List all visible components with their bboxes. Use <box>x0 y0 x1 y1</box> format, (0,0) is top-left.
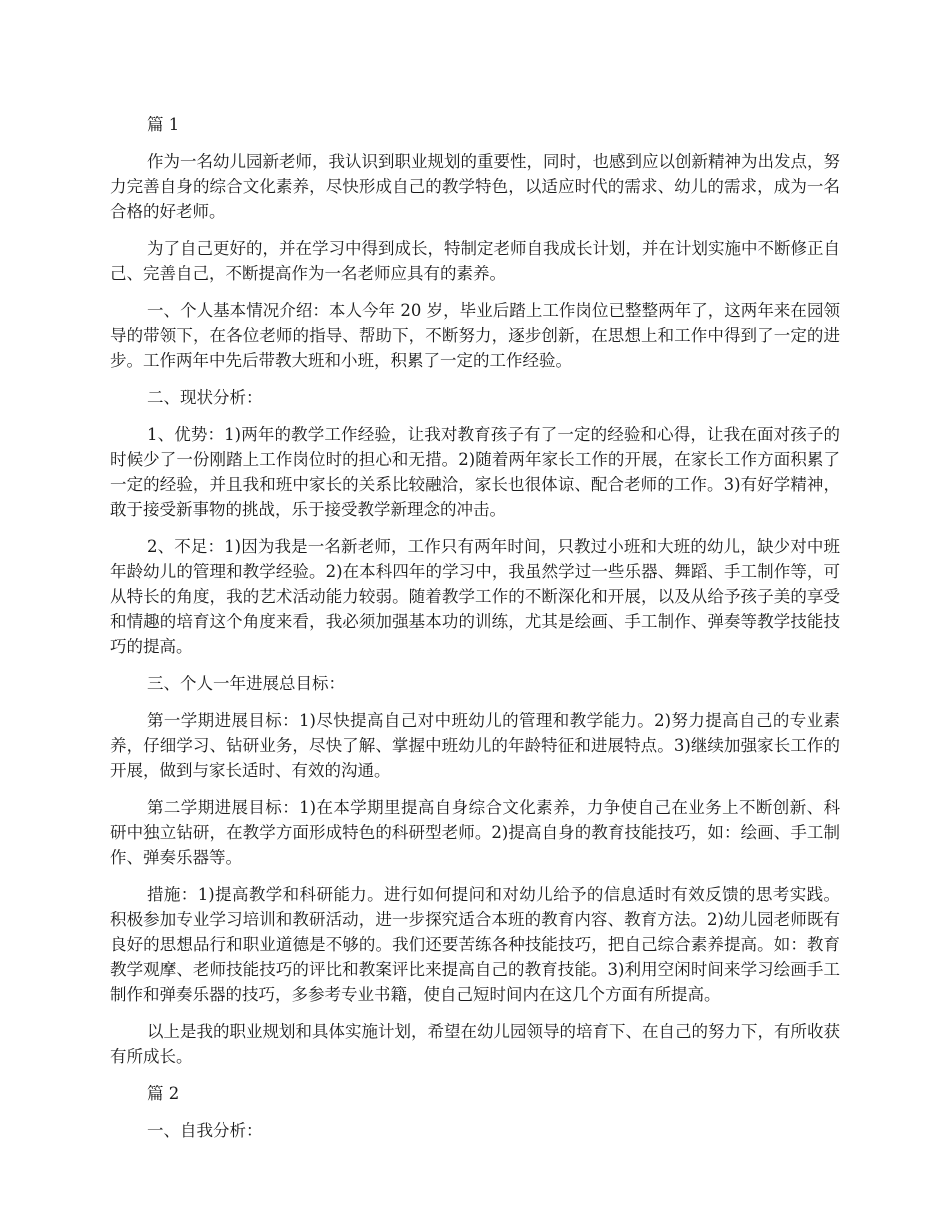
paragraph-weaknesses: 2、不足：1)因为我是一名新老师，工作只有两年时间，只教过小班和大班的幼儿，缺少对中班年龄幼儿的管理和教学经验。2)在本科四年的学习中，我虽然学过一些乐器、舞蹈、手工制作等，可从特长的角度，我的艺术活动能力较弱。随着教学工作的不断深化和开展，以及从给予孩子美的享受和情趣的培育这个角度来看，我必须加强基本功的训练，尤其是绘画、手工制作、弹奏等教学技能技巧的提高。 <box>110 537 840 656</box>
paragraph-term1-goals: 第一学期进展目标：1)尽快提高自己对中班幼儿的管理和教学能力。2)努力提高自己的专业素养，仔细学习、钻研业务，尽快了解、掌握中班幼儿的年龄特征和进展特点。3)继续加强家长工作的开展，做到与家长适时、有效的沟通。 <box>110 711 840 780</box>
paragraph-strengths: 1、优势：1)两年的教学工作经验，让我对教育孩子有了一定的经验和心得，让我在面对孩子的时候少了一份刚踏上工作岗位时的担心和无措。2)随着两年家长工作的开展，在家长工作方面积累了一定的经验，并且我和班中家长的关系比较融洽，家长也很体谅、配合老师的工作。3)有好学精神，敢于接受新事物的挑战，乐于接受教学新理念的冲击。 <box>110 425 840 519</box>
paragraph-intro: 作为一名幼儿园新老师，我认识到职业规划的重要性，同时，也感到应以创新精神为出发点，努力完善自身的综合文化素养，尽快形成自己的教学特色，以适应时代的需求、幼儿的需求，成为一名合格的好老师。 <box>110 152 840 221</box>
document-page <box>110 112 840 1155</box>
paragraph-term2-goals: 第二学期进展目标：1)在本学期里提高自身综合文化素养，力争使自己在业务上不断创新、科研中独立钻研，在教学方面形成特色的科研型老师。2)提高自身的教育技能技巧，如：绘画、手工制作、弹奏乐器等。 <box>110 798 840 867</box>
section-heading-2: 篇 2 <box>147 1084 180 1103</box>
paragraph-conclusion: 以上是我的职业规划和具体实施计划，希望在幼儿园领导的培育下、在自己的努力下，有所收获有所成长。 <box>110 1022 840 1066</box>
subheading-self-analysis: 一、自我分析： <box>147 1121 263 1140</box>
paragraph-plan: 为了自己更好的，并在学习中得到成长，特制定老师自我成长计划，并在计划实施中不断修正自己、完善自己，不断提高作为一名老师应具有的素养。 <box>110 239 840 283</box>
paragraph-measures: 措施：1)提高教学和科研能力。进行如何提问和对幼儿给予的信息适时有效反馈的思考实践。积极参加专业学习培训和教研活动，进一步探究适合本班的教育内容、教育方法。2)幼儿园老师既有良好的思想品行和职业道德是不够的。我们还要苦练各种技能技巧，把自己综合素养提高。如：教育教学观摩、老师技能技巧的评比和教案评比来提高自己的教育技能。3)利用空闲时间来学习绘画手工制作和弹奏乐器的技巧，多参考专业书籍，使自己短时间内在这几个方面有所提高。 <box>110 885 840 1004</box>
subheading-goals: 三、个人一年进展总目标： <box>147 674 345 693</box>
subheading-status: 二、现状分析： <box>147 388 263 407</box>
section-heading-1: 篇 1 <box>147 115 180 134</box>
paragraph-personal-info: 一、个人基本情况介绍：本人今年 20 岁，毕业后踏上工作岗位已整整两年了，这两年来在园领导的带领下，在各位老师的指导、帮助下，不断努力，逐步创新，在思想上和工作中得到了一定的进步。工作两年中先后带教大班和小班，积累了一定的工作经验。 <box>110 301 840 370</box>
